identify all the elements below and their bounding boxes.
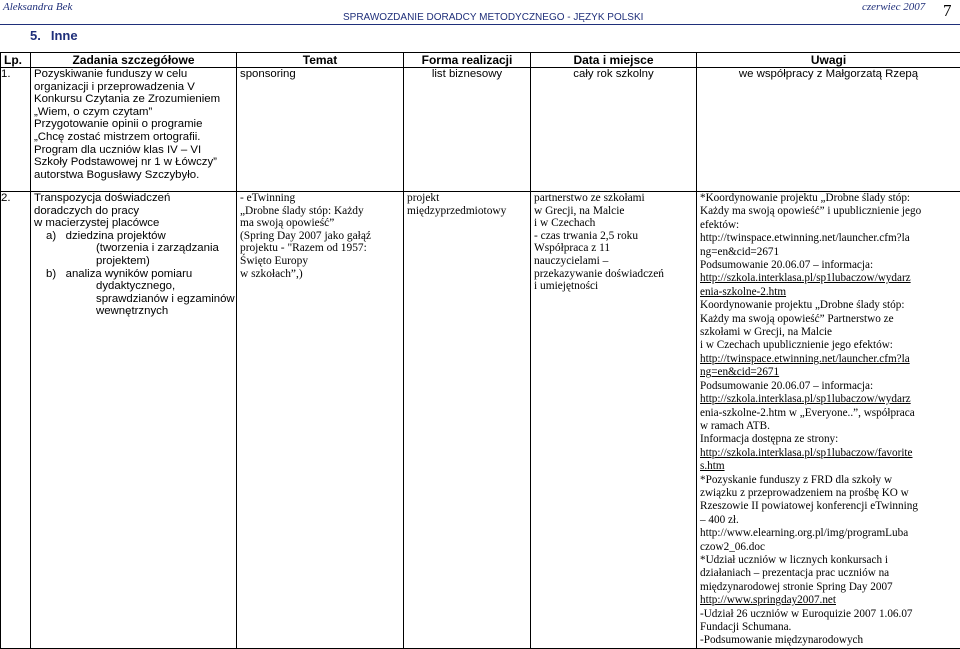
text-line: i w Czechach upublicznienie jego efektów: [700, 339, 957, 352]
row1-temat: sponsoring [237, 68, 404, 192]
page-header [0, 0, 960, 20]
text-line: szkołami w Grecji, na Malcie [700, 326, 957, 339]
col-header-uwagi: Uwagi [697, 53, 960, 68]
text-line: „Chcę zostać mistrzem ortografii. [34, 131, 233, 144]
text-line: w szkołach”,) [240, 268, 400, 281]
text-line: Program dla uczniów klas IV – VI [34, 144, 233, 157]
text-line: partnerstwo ze szkołami [534, 192, 693, 205]
list-marker: b) [46, 268, 56, 280]
text-line: „Drobne ślady stóp: Każdy [240, 205, 400, 218]
text-line: i w Czechach [534, 217, 693, 230]
text-line: Współpraca z 11 [534, 242, 693, 255]
text-line: efektów: [700, 219, 957, 232]
text-line: projekt [407, 192, 527, 205]
text-line: - czas trwania 2,5 roku [534, 230, 693, 243]
row2-uwagi [697, 192, 960, 649]
text-line: ma swoją opowieść” [240, 217, 400, 230]
table-row [1, 192, 960, 649]
table-row [1, 68, 960, 192]
text-line: Konkursu Czytania ze Zrozumieniem [34, 93, 233, 106]
text-line: ng=en&cid=2671 [700, 246, 957, 259]
text-line: sprawdzianów i egzaminów [34, 293, 233, 306]
text-line: i umiejętności [534, 280, 693, 293]
text-line: działaniach – prezentacja prac uczniów na [700, 567, 957, 580]
text-line: - eTwinning [240, 192, 400, 205]
text-line: w Grecji, na Malcie [534, 205, 693, 218]
list-marker: a) [46, 230, 56, 242]
list-item-b [34, 268, 233, 281]
link-line[interactable]: enia-szkolne-2.htm [700, 286, 957, 299]
row1-zadania [31, 68, 237, 192]
text-line: -Podsumowanie międzynarodowych [700, 634, 957, 647]
link-line[interactable]: http://szkola.interklasa.pl/sp1lubaczow/wydarz [700, 272, 957, 285]
text-line: Informacja dostępna ze strony: [700, 433, 957, 446]
text-line: Podsumowanie 20.06.07 – informacja: [700, 380, 957, 393]
text-line: dydaktycznego, [34, 280, 233, 293]
row1-uwagi: we współpracy z Małgorzatą Rzepą [697, 68, 960, 192]
header-author: Aleksandra Bek [3, 1, 72, 13]
row1-forma: list biznesowy [404, 68, 531, 192]
section-title: Inne [51, 28, 78, 43]
text-line: w macierzystej placówce [34, 217, 233, 230]
text-line: dziedzina projektów [66, 230, 166, 242]
text-line: projektu - "Razem od 1957: [240, 242, 400, 255]
text-line: Koordynowanie projektu „Drobne ślady stóp: [700, 299, 957, 312]
link-line[interactable]: s.htm [700, 460, 957, 473]
text-line: Pozyskiwanie funduszy w celu [34, 68, 233, 81]
report-table [0, 52, 960, 649]
text-line: Transpozycja doświadczeń [34, 192, 233, 205]
text-line: doradczych do pracy [34, 205, 233, 218]
text-line: *Pozyskanie funduszy z FRD dla szkoły w [700, 474, 957, 487]
text-line: (Spring Day 2007 jako gałąź [240, 230, 400, 243]
text-line: (tworzenia i zarządzania [34, 242, 233, 255]
link-line[interactable]: ng=en&cid=2671 [700, 366, 957, 379]
row2-zadania [31, 192, 237, 649]
text-line: autorstwa Bogusławy Szczybyło. [34, 169, 233, 182]
text-line: „Wiem, o czym czytam” [34, 106, 233, 119]
row2-temat [237, 192, 404, 649]
text-line: Każdy ma swoją opowieść” i upublicznienie jego [700, 205, 957, 218]
text-line: *Udział uczniów w licznych konkursach i [700, 554, 957, 567]
header-title: SPRAWOZDANIE DORADCY METODYCZNEGO - JĘZYK POLSKI [343, 12, 643, 23]
section-heading [30, 28, 88, 43]
row2-data [531, 192, 697, 649]
text-line: nauczycielami – [534, 255, 693, 268]
text-line: czow2_06.doc [700, 541, 957, 554]
text-line: *Koordynowanie projektu „Drobne ślady stóp: [700, 192, 957, 205]
text-line: Fundacji Schumana. [700, 621, 957, 634]
text-line: w ramach ATB. [700, 420, 957, 433]
text-line: międzynarodowej stronie Spring Day 2007 [700, 581, 957, 594]
text-line: enia-szkolne-2.htm w „Everyone..”, współpraca [700, 407, 957, 420]
text-line: przekazywanie doświadczeń [534, 268, 693, 281]
page-number: 7 [943, 1, 952, 21]
row2-lp: 2. [1, 192, 31, 649]
text-line: Każdy ma swoją opowieść” Partnerstwo ze [700, 313, 957, 326]
link-line[interactable]: http://www.springday2007.net [700, 594, 957, 607]
link-line[interactable]: http://szkola.interklasa.pl/sp1lubaczow/favorite [700, 447, 957, 460]
text-line: projektem) [34, 255, 233, 268]
section-number: 5. [30, 28, 41, 43]
text-line: Podsumowanie 20.06.07 – informacja: [700, 259, 957, 272]
link-line[interactable]: http://twinspace.etwinning.net/launcher.cfm?la [700, 353, 957, 366]
text-line: http://twinspace.etwinning.net/launcher.cfm?la [700, 232, 957, 245]
col-header-zadania: Zadania szczegółowe [31, 53, 237, 68]
text-line: – 400 zł. [700, 514, 957, 527]
text-line: Szkoły Podstawowej nr 1 w Łówczy” [34, 156, 233, 169]
text-line: analiza wyników pomiaru [66, 268, 193, 280]
text-line: organizacji i przeprowadzenia V [34, 81, 233, 94]
link-line[interactable]: http://szkola.interklasa.pl/sp1lubaczow/wydarz [700, 393, 957, 406]
text-line: związku z przeprowadzeniem na prośbę KO w [700, 487, 957, 500]
header-rule [0, 24, 960, 25]
text-line: wewnętrznych [34, 305, 233, 318]
text-line: Przygotowanie opinii o programie [34, 118, 233, 131]
text-line: http://www.elearning.org.pl/img/programLuba [700, 527, 957, 540]
col-header-temat: Temat [237, 53, 404, 68]
text-line: -Udział 26 uczniów w Euroquizie 2007 1.06.07 [700, 608, 957, 621]
text-line: Rzeszowie II powiatowej konferencji eTwinning [700, 500, 957, 513]
text-line: Święto Europy [240, 255, 400, 268]
header-date: czerwiec 2007 [862, 1, 925, 13]
text-line: międzyprzedmiotowy [407, 205, 527, 218]
row1-data: cały rok szkolny [531, 68, 697, 192]
col-header-forma: Forma realizacji [404, 53, 531, 68]
col-header-data: Data i miejsce [531, 53, 697, 68]
col-header-lp: Lp. [1, 53, 31, 68]
list-item-a [34, 230, 233, 243]
table-header-row [1, 53, 960, 68]
row1-lp: 1. [1, 68, 31, 192]
row2-forma [404, 192, 531, 649]
